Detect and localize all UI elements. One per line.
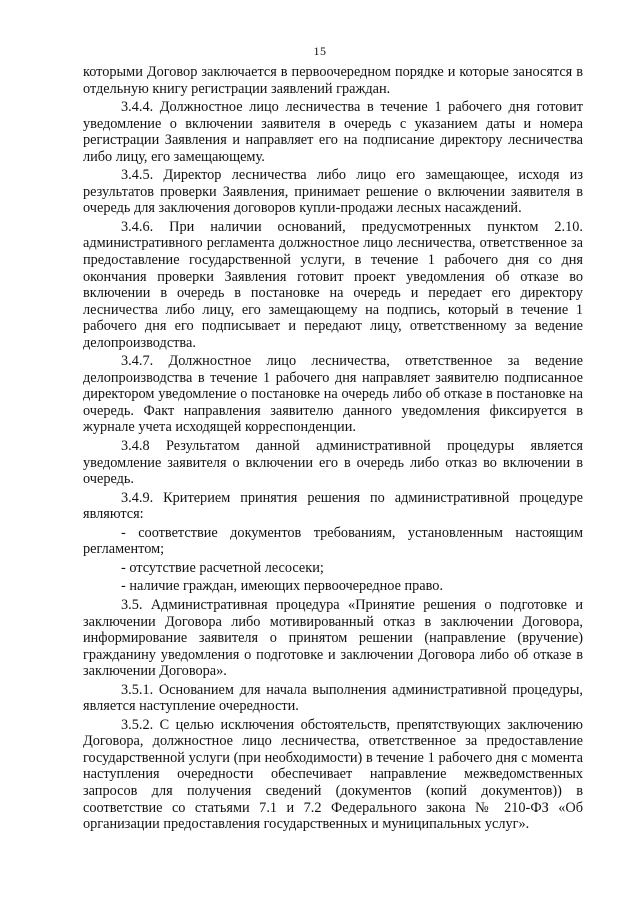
paragraph-3-4-9: 3.4.9. Критерием принятия решения по административной процедуре являются: xyxy=(83,489,583,523)
paragraph-3-4-7: 3.4.7. Должностное лицо лесничества, ответственное за ведение делопроизводства в течение 1 рабочего дня направляет заявителю подписанное директором уведомление о постановке на очередь либо об отказе в постановке на очередь. Факт направления заявителю данного уведомления фиксируется в журнале учета исходящей корреспонденции. xyxy=(83,353,583,436)
paragraph-3-5: 3.5. Административная процедура «Принятие решения о подготовке и заключении Договора либо мотивированный отказ в заключении Договора, информирование заявителя о принятом решении (направление (вручение) гражданину уведомления о подготовке и заключении Договора либо об отказе в заключении Договора». xyxy=(83,596,583,680)
paragraph-3-4-4: 3.4.4. Должностное лицо лесничества в течение 1 рабочего дня готовит уведомление о включении заявителя в очередь с указанием даты и номера регистрации Заявления и направляет его на подписание директору лесничества либо лицу, его замещающему. xyxy=(83,99,583,165)
paragraph-continuation: которыми Договор заключается в первоочередном порядке и которые заносятся в отдельную книгу регистрации заявлений граждан. xyxy=(83,64,583,97)
page-number: 15 xyxy=(313,44,327,58)
paragraph-3-5-2: 3.5.2. С целью исключения обстоятельств, препятствующих заключению Договора, должностное лицо лесничества, ответственное за предоставление государственной услуги (при необходимости) в течение 1 рабочего дня с момента наступления очередности обеспечивает направление межведомственных запросов для получения сведений (документов (копий документов)) в соответствие со статьями 7.1 и 7.2 Федерального закона № 210-ФЗ «Об организации предоставления государственных и муниципальных услуг». xyxy=(83,716,583,833)
paragraph-3-4-5: 3.4.5. Директор лесничества либо лицо его замещающее, исходя из результатов проверки Заявления, принимает решение о включении заявителя в очередь для заключения договоров купли-продажи лесных насаждений. xyxy=(83,167,583,217)
document-body xyxy=(83,64,583,835)
paragraph-3-5-1: 3.5.1. Основанием для начала выполнения административной процедуры, является наступление очередности. xyxy=(83,681,583,715)
paragraph-3-4-6: 3.4.6. При наличии оснований, предусмотренных пунктом 2.10. административного регламента должностное лицо лесничества, ответственное за предоставление государственной услуги, в течение 1 рабочего дня со дня окончания проверки Заявления готовит проект уведомления об отказе во включении в очередь в постановке на очередь и передает его директору лесничества либо лицу, его замещающему на подпись, который в течение 1 рабочего дня его подписывает и передают лицу, ответственному за ведение делопроизводства. xyxy=(83,218,583,351)
criteria-item-priority-right: - наличие граждан, имеющих первоочередное право. xyxy=(121,578,444,595)
paragraph-3-4-8: 3.4.8 Результатом данной административной процедуры является уведомление заявителя о включении его в очередь либо отказ во включении в очередь. xyxy=(83,438,583,488)
criteria-item-no-cutting-area: - отсутствие расчетной лесосеки; xyxy=(121,559,324,576)
criteria-item-documents: - соответствие документов требованиям, установленным настоящим регламентом; xyxy=(83,524,583,558)
